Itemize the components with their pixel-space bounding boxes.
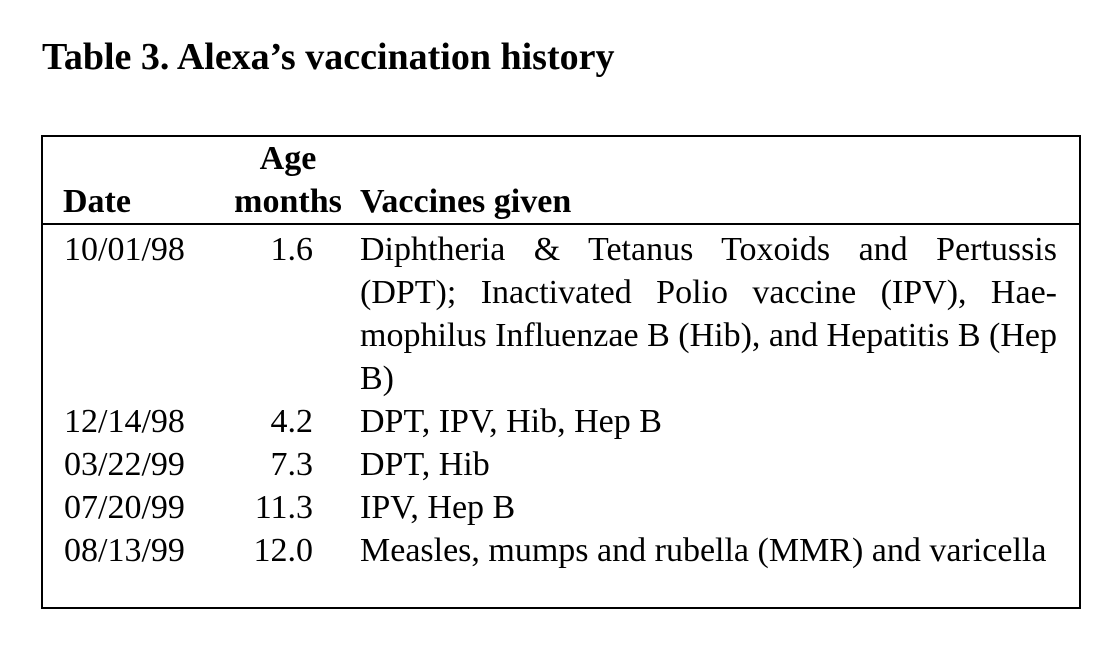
row-vaccines: Measles, mumps and rubella (MMR) and varicella xyxy=(360,532,1047,569)
row-date: 10/01/98 xyxy=(64,231,185,268)
table-row xyxy=(43,486,1079,529)
row-vaccines: DPT, IPV, Hib, Hep B xyxy=(360,403,662,440)
header-date: Date xyxy=(43,137,218,224)
table-row xyxy=(43,443,1079,486)
row-age: 1.6 xyxy=(270,231,313,268)
row-age: 4.2 xyxy=(270,403,313,440)
table-body xyxy=(43,224,1079,572)
row-age: 11.3 xyxy=(254,489,313,526)
table-header xyxy=(43,137,1079,224)
header-vaccines: Vaccines given xyxy=(358,137,1079,224)
row-age: 12.0 xyxy=(253,532,313,569)
row-vaccines: Diphtheria & Tetanus Toxoids and Pertussis (DPT); Inactivated Polio vaccine (IPV), Haemophilus Influenzae B (Hib), and Hepatitis B (Hep B) xyxy=(360,231,1057,397)
row-vaccines: IPV, Hep B xyxy=(360,489,516,526)
table-row xyxy=(43,529,1079,572)
row-date: 07/20/99 xyxy=(64,489,185,526)
header-months: months xyxy=(234,183,342,220)
row-vaccines: DPT, Hib xyxy=(360,446,490,483)
vaccination-table-frame xyxy=(41,135,1081,609)
table-row xyxy=(43,224,1079,400)
header-row xyxy=(43,137,1079,224)
row-date: 03/22/99 xyxy=(64,446,185,483)
header-age-months xyxy=(218,137,358,224)
row-date: 12/14/98 xyxy=(64,403,185,440)
vaccination-table xyxy=(43,137,1079,572)
table-title: Table 3. Alexa’s vaccination history xyxy=(42,36,615,78)
row-date: 08/13/99 xyxy=(64,532,185,569)
table-row xyxy=(43,400,1079,443)
header-age: Age xyxy=(259,140,317,177)
row-age: 7.3 xyxy=(270,446,313,483)
